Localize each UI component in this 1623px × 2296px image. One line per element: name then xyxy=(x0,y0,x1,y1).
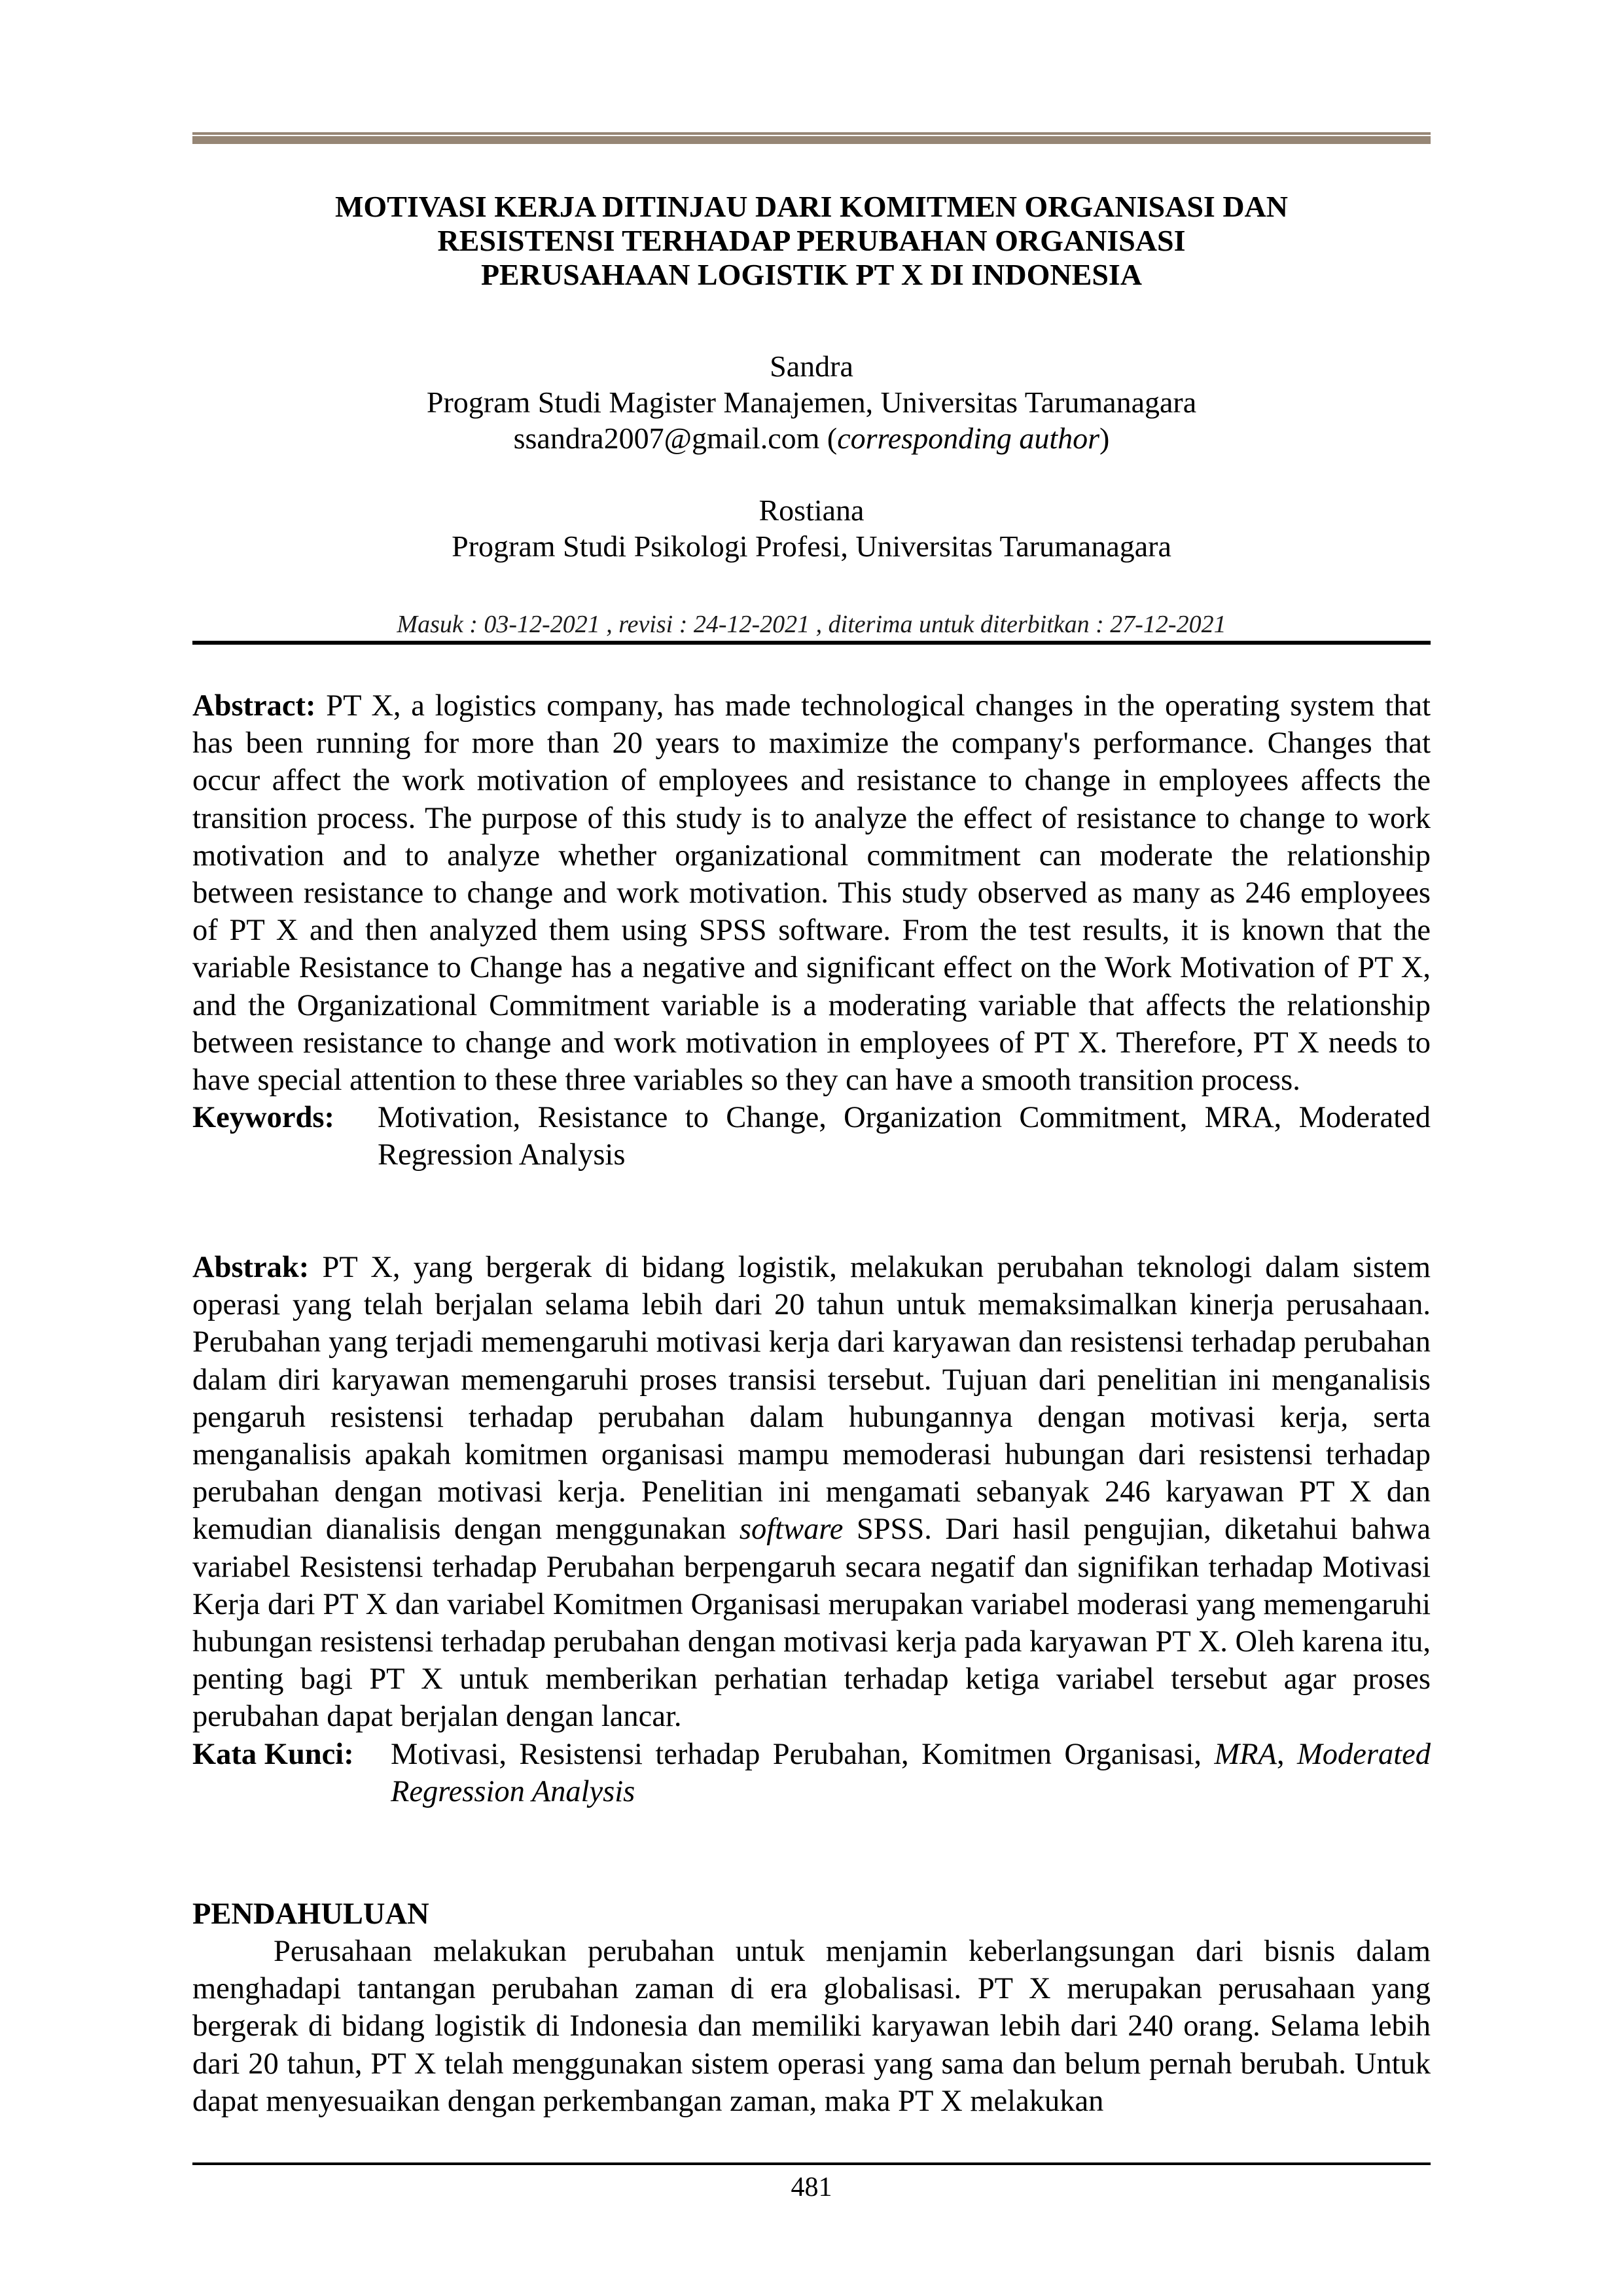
abstract-id-paragraph xyxy=(192,1249,1431,1736)
paren-open: ( xyxy=(819,422,838,455)
keywords-id-mra-full: Moderated Regression Analysis xyxy=(391,1737,1431,1808)
keywords-en-label: Keywords: xyxy=(192,1101,334,1135)
author-affiliation-2: Program Studi Psikologi Profesi, Universitas Tarumanagara xyxy=(452,529,1171,563)
keywords-id-mra: MRA xyxy=(1214,1737,1277,1771)
keywords-id-sep: , xyxy=(1276,1737,1297,1771)
author-block xyxy=(192,348,1431,564)
abstract-id-text-2: SPSS. Dari hasil pengujian, diketahui bahwa variabel Resistensi terhadap Perubahan berpengaruh secara negatif dan signifikan terhadap Motivasi Kerja dari PT X dan variabel Komitmen Organisasi merupakan variabel moderasi yang memengaruhi hubungan resistensi terhadap perubahan dengan motivasi kerja pada karyawan PT X. Oleh karena itu, penting bagi PT X untuk memberikan perhatian terhadap ketiga variabel tersebut agar proses perubahan dapat berjalan dengan lancar. xyxy=(192,1513,1431,1734)
abstract-english xyxy=(192,687,1431,1174)
paper-title xyxy=(192,190,1431,292)
abstract-en-label: Abstract: xyxy=(192,689,316,723)
title-line-3: PERUSAHAAN LOGISTIK PT X DI INDONESIA xyxy=(480,258,1143,291)
keywords-en-value: Motivation, Resistance to Change, Organization Commitment, MRA, Moderated Regression Analysis xyxy=(378,1101,1431,1172)
keywords-id-value xyxy=(391,1736,1431,1810)
intro-paragraph: Perusahaan melakukan perubahan untuk menjamin keberlangsungan dari bisnis dalam menghadapi tantangan perubahan zaman di era globalisasi. PT X merupakan perusahaan yang bergerak di bidang logistik di Indonesia dan memiliki karyawan lebih dari 240 orang. Selama lebih dari 20 tahun, PT X telah menggunakan sistem operasi yang sama dan belum pernah berubah. Untuk dapat menyesuaikan dengan perkembangan zaman, maka PT X melakukan xyxy=(192,1935,1431,2118)
abstract-en-paragraph xyxy=(192,687,1431,1099)
keywords-id-plain: Motivasi, Resistensi terhadap Perubahan, Komitmen Organisasi, xyxy=(391,1737,1215,1771)
header-rule-thick xyxy=(192,136,1431,144)
abstract-id-text-1: PT X, yang bergerak di bidang logistik, melakukan perubahan teknologi dalam sistem operasi yang telah berjalan selama lebih dari 20 tahun untuk memaksimalkan kinerja perusahaan. Perubahan yang terjadi memengaruhi motivasi kerja dari karyawan dan resistensi terhadap perubahan dalam diri karyawan memengaruhi proses transisi tersebut. Tujuan dari penelitian ini menganalisis pengaruh resistensi terhadap perubahan dalam hubungannya dengan motivasi kerja, serta menganalisis apakah komitmen organisasi mampu memoderasi hubungan dari resistensi terhadap perubahan dengan motivasi kerja. Penelitian ini mengamati sebanyak 246 karyawan PT X dan kemudian dianalisis dengan menggunakan xyxy=(192,1251,1431,1547)
author-name-1: Sandra xyxy=(770,350,853,383)
header-rule-thin xyxy=(192,132,1431,135)
title-line-1: MOTIVASI KERJA DITINJAU DARI KOMITMEN ORGANISASI DAN xyxy=(334,190,1288,223)
submission-dates: Masuk : 03-12-2021 , revisi : 24-12-2021 , diterima untuk diterbitkan : 27-12-2021 xyxy=(397,611,1226,638)
abstract-indonesian xyxy=(192,1249,1431,1810)
footer-rule xyxy=(192,2162,1431,2165)
paren-close: ) xyxy=(1099,422,1110,455)
author-name-2: Rostiana xyxy=(758,493,865,527)
page-number: 481 xyxy=(791,2172,832,2202)
dates-rule xyxy=(192,641,1431,645)
author-email[interactable]: ssandra2007@gmail.com xyxy=(513,422,820,455)
author-email-line xyxy=(192,420,1431,456)
author-affiliation-1: Program Studi Magister Manajemen, Universitas Tarumanagara xyxy=(426,386,1197,419)
corresponding-author-note: corresponding author xyxy=(837,422,1100,455)
section-heading-pendahuluan: PENDAHULUAN xyxy=(192,1897,429,1931)
author-gap xyxy=(192,456,1431,492)
abstract-id-label: Abstrak: xyxy=(192,1251,310,1284)
abstract-id-italic-software: software xyxy=(739,1513,844,1547)
abstract-en-text: PT X, a logistics company, has made technological changes in the operating system that has been running for more than 20 years to maximize the company's performance. Changes that occur affect the work motivation of employees and resistance to change in employees affects the transition process. The purpose of this study is to analyze the effect of resistance to change to work motivation and to analyze whether organizational commitment can moderate the relationship between resistance to change and work motivation. This study observed as many as 246 employees of PT X and then analyzed them using SPSS software. From the test results, it is known that the variable Resistance to Change has a negative and significant effect on the Work Motivation of PT X, and the Organizational Commitment variable is a moderating variable that affects the relationship between resistance to change and work motivation in employees of PT X. Therefore, PT X needs to have special attention to these three variables so they can have a smooth transition process. xyxy=(192,689,1431,1098)
keywords-id-row xyxy=(192,1736,1431,1810)
title-line-2: RESISTENSI TERHADAP PERUBAHAN ORGANISASI xyxy=(437,224,1186,257)
keywords-id-label: Kata Kunci: xyxy=(192,1737,354,1771)
keywords-en-row xyxy=(192,1099,1431,1174)
